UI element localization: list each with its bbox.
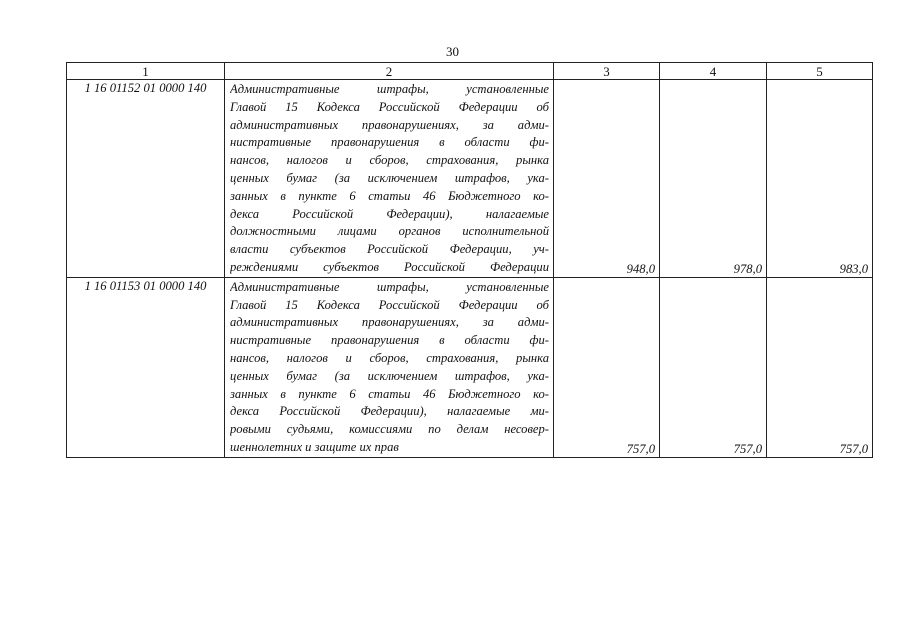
column-header-3: 3 [554,63,660,80]
description-line: ценных бумаг (за исключением штрафов, ука- [230,170,549,185]
description-line: шеннолетних и защите их прав [230,439,399,454]
description-line: ценных бумаг (за исключением штрафов, ука- [230,368,549,383]
table-row [67,80,873,278]
budget-code: 1 16 01152 01 0000 140 [67,80,225,278]
column-header-5: 5 [767,63,873,80]
column-header-4: 4 [660,63,767,80]
description-line: Административные штрафы, установленные [230,279,549,294]
description-line: декса Российской Федерации), налагаемые [230,206,549,221]
value-col-5: 983,0 [767,80,873,278]
table-body [67,80,873,458]
budget-code: 1 16 01153 01 0000 140 [67,277,225,457]
description-line: власти субъектов Российской Федерации, уч- [230,242,549,257]
value-col-4: 757,0 [660,277,767,457]
description-line: Административные штрафы, установленные [230,82,549,96]
header-row [67,63,873,80]
description-line: декса Российской Федерации), налагаемые ми- [230,404,549,419]
description-line: административных правонарушениях, за адми- [230,117,549,132]
description-line: Главой 15 Кодекса Российской Федерации об [230,99,549,114]
description-line: реждениями субъектов Российской Федерации [230,259,549,274]
column-header-2: 2 [225,63,554,80]
column-header-1: 1 [67,63,225,80]
description-line: занных в пункте 6 статьи 46 Бюджетного ко- [230,386,549,401]
description-line: административных правонарушениях, за адми- [230,315,549,330]
value-col-4: 978,0 [660,80,767,278]
table-row [67,277,873,457]
budget-table [66,62,873,458]
description-line: занных в пункте 6 статьи 46 Бюджетного ко- [230,188,549,203]
description-line: ровыми судьями, комиссиями по делам несовер- [230,422,549,437]
description-cell [225,277,554,457]
description-line: нистративные правонарушения в области фи- [230,135,549,150]
description-line: нансов, налогов и сборов, страхования, рынка [230,350,549,365]
description-cell [225,80,554,278]
value-col-3: 757,0 [554,277,660,457]
table-header [67,63,873,80]
description-line: Главой 15 Кодекса Российской Федерации об [230,297,549,312]
page-number: 30 [446,44,459,59]
description-line: должностными лицами органов исполнительной [230,224,549,239]
value-col-3: 948,0 [554,80,660,278]
description-line: нансов, налогов и сборов, страхования, рынка [230,153,549,168]
description-line: нистративные правонарушения в области фи- [230,333,549,348]
value-col-5: 757,0 [767,277,873,457]
